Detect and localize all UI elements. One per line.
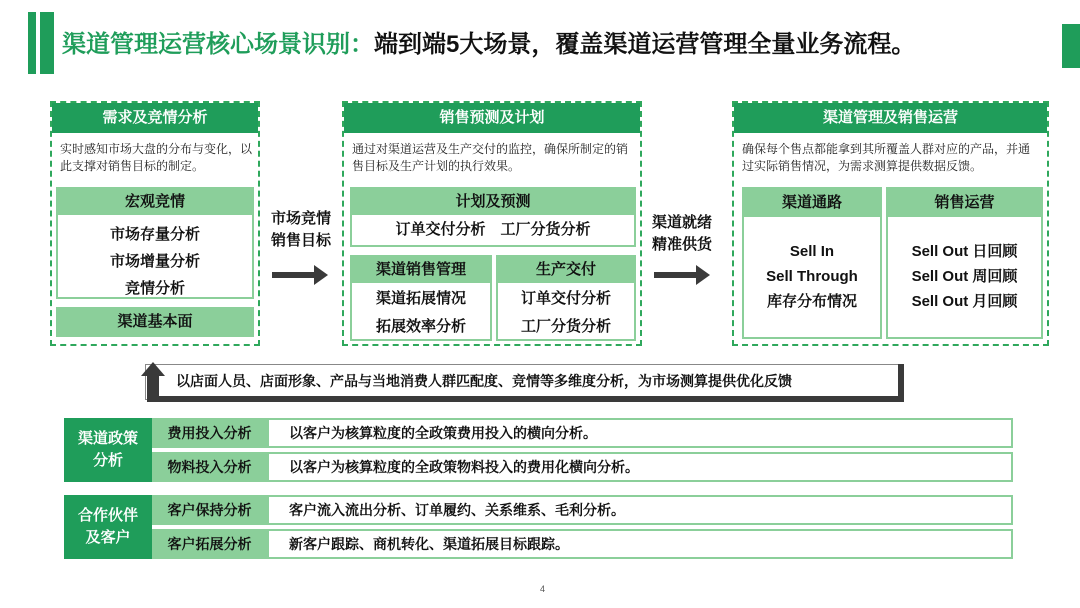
sales-ops-header: 销售运营: [888, 189, 1041, 217]
macro-box: [56, 187, 254, 299]
channel-item: Sell In: [789, 243, 835, 260]
feedback-arrow-line: [898, 364, 904, 402]
connector-label-left: [266, 208, 336, 252]
plan-header: 计划及预测: [352, 189, 634, 215]
page-number: 4: [540, 584, 546, 594]
macro-item: 竞情分析: [124, 280, 185, 297]
page-title-rest: 端到端5大场景，覆盖渠道运营管理全量业务流程。: [374, 31, 916, 58]
channel-box: [742, 187, 882, 339]
row-tag: 客户拓展分析: [152, 529, 267, 559]
plan-box: [350, 187, 636, 247]
row-tag: 客户保持分析: [152, 495, 267, 525]
panel-description: 通过对渠道运营及生产交付的监控，确保所制定的销售目标及生产计划的执行效果。: [352, 142, 629, 173]
row-tag: 物料投入分析: [152, 452, 267, 482]
panel-description: 确保每个售点都能拿到其所覆盖人群对应的产品，并通过实际销售情况，为需求测算提供数据反馈。: [742, 142, 1031, 173]
row-tag: 费用投入分析: [152, 418, 267, 448]
sales-ops-item: Sell Out 日回顾: [911, 243, 1018, 260]
sales-mgmt-item: 拓展效率分析: [375, 318, 466, 335]
basic-header: 渠道基本面: [56, 307, 254, 337]
connector-line: 渠道就绪: [651, 214, 712, 231]
page-title: [62, 24, 915, 59]
connector-line: 销售目标: [270, 232, 331, 249]
delivery-box: [496, 255, 636, 341]
row-text: 客户流入流出分析、订单履约、关系维系、毛利分析。: [267, 495, 1013, 525]
group-label-partners: [64, 495, 152, 559]
panel-sales-forecast: [342, 101, 642, 346]
feedback-text: 以店面人员、店面形象、产品与当地消费人群匹配度、竞情等多维度分析，为市场测算提供优化反馈: [176, 373, 792, 389]
right-arrow-icon: [654, 268, 712, 282]
feedback-arrow-line: [147, 376, 159, 402]
sales-mgmt-item: 渠道拓展情况: [375, 290, 466, 307]
feedback-arrow-line: [147, 396, 904, 402]
title-accent-bar: [28, 12, 36, 74]
title-accent-bar: [40, 12, 54, 74]
delivery-header: 生产交付: [498, 257, 634, 283]
delivery-item: 工厂分货分析: [520, 318, 611, 335]
connector-label-right: [647, 212, 717, 256]
sales-mgmt-box: [350, 255, 492, 341]
right-arrow-icon: [272, 268, 330, 282]
plan-items: 订单交付分析 工厂分货分析: [395, 221, 591, 238]
sales-ops-box: [886, 187, 1043, 339]
channel-item: Sell Through: [766, 268, 858, 285]
channel-header: 渠道通路: [744, 189, 880, 217]
group-label-line: 分析: [92, 452, 123, 469]
group-label-policy: [64, 418, 152, 482]
title-accent-bar-right: [1062, 24, 1080, 68]
feedback-box: [145, 364, 903, 400]
macro-item: 市场增量分析: [109, 253, 200, 270]
panel-demand-analysis: [50, 101, 260, 346]
sales-ops-item: Sell Out 周回顾: [911, 268, 1018, 285]
group-label-line: 渠道政策: [77, 430, 138, 447]
channel-item: 库存分布情况: [766, 293, 857, 310]
group-label-line: 及客户: [85, 529, 131, 546]
up-arrow-icon: [141, 362, 165, 376]
panel-channel-operations: [732, 101, 1049, 346]
sales-mgmt-header: 渠道销售管理: [352, 257, 490, 283]
row-text: 以客户为核算粒度的全政策物料投入的费用化横向分析。: [267, 452, 1013, 482]
delivery-item: 订单交付分析: [520, 290, 611, 307]
page-title-lead: 渠道管理运营核心场景识别：: [62, 31, 374, 58]
panel-header: 渠道管理及销售运营: [734, 103, 1047, 133]
macro-header: 宏观竞情: [58, 189, 252, 215]
connector-line: 精准供货: [651, 236, 712, 253]
group-label-line: 合作伙伴: [77, 507, 138, 524]
macro-item: 市场存量分析: [109, 226, 200, 243]
row-text: 以客户为核算粒度的全政策费用投入的横向分析。: [267, 418, 1013, 448]
panel-header: 销售预测及计划: [344, 103, 640, 133]
sales-ops-item: Sell Out 月回顾: [911, 293, 1018, 310]
connector-line: 市场竞情: [270, 210, 331, 227]
row-text: 新客户跟踪、商机转化、渠道拓展目标跟踪。: [267, 529, 1013, 559]
panel-header: 需求及竞情分析: [52, 103, 258, 133]
panel-description: 实时感知市场大盘的分布与变化，以此支撑对销售目标的制定。: [60, 142, 253, 173]
